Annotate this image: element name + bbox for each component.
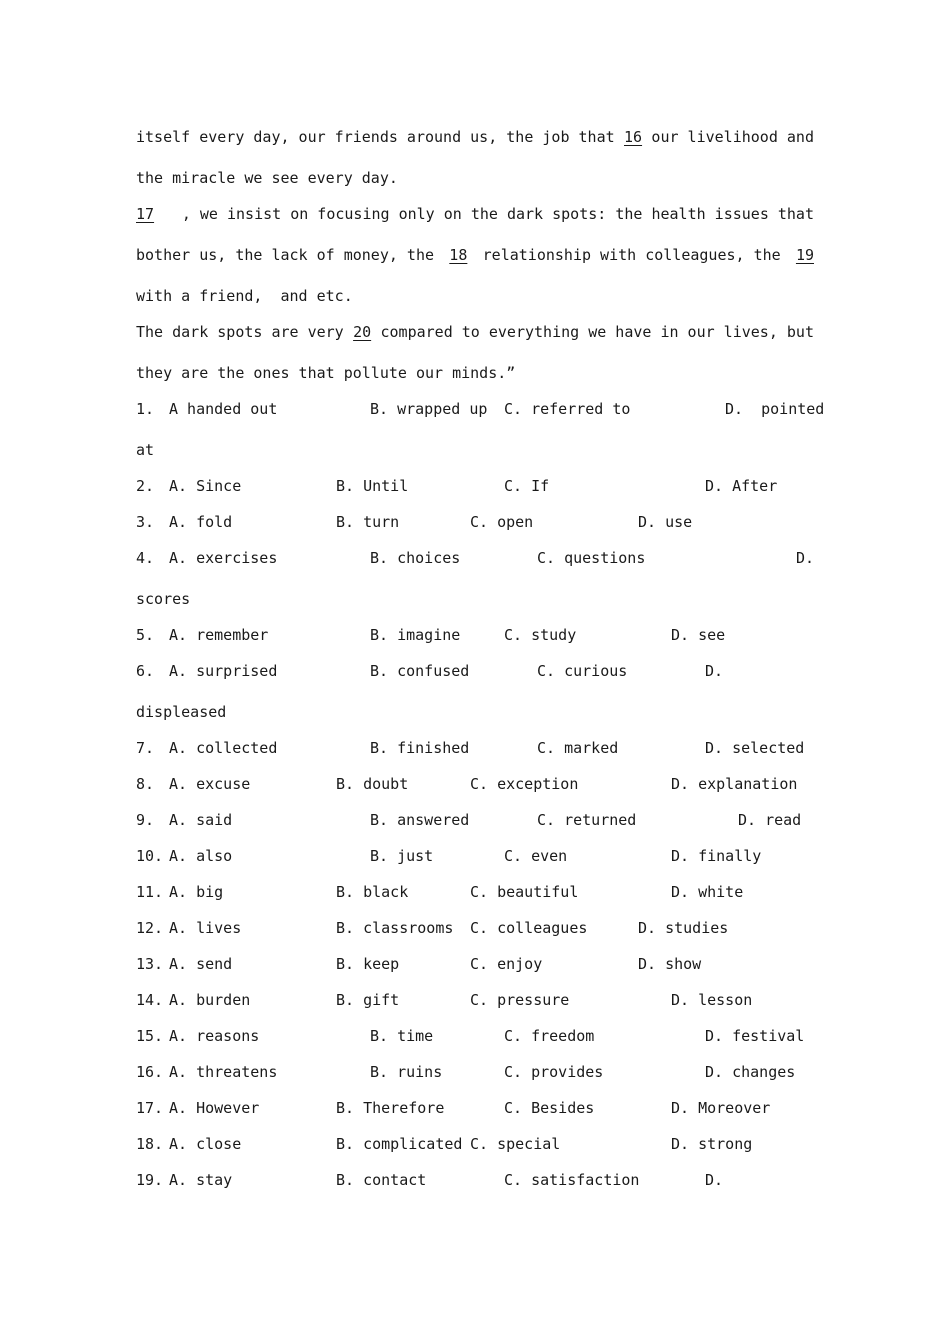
option-a: A. threatens xyxy=(169,1063,278,1081)
blank-20: 20 xyxy=(353,323,372,341)
option-a: A. Since xyxy=(169,477,242,495)
option-d: D. Moreover xyxy=(671,1099,771,1117)
option-b: B. turn xyxy=(336,513,400,531)
option-a: A. burden xyxy=(169,991,251,1009)
passage-text: The dark spots are very xyxy=(136,323,344,341)
passage-text: , we insist on focusing only on the dark spots: the health issues that xyxy=(181,205,814,223)
option-d: D. xyxy=(705,1171,724,1189)
option-a: A. close xyxy=(169,1135,242,1153)
option-c: C. exception xyxy=(470,775,579,793)
option-d: D. explanation xyxy=(671,775,798,793)
option-d: D. see xyxy=(671,626,726,644)
passage-line-4 xyxy=(136,245,814,265)
question-number: 7. xyxy=(136,739,155,757)
option-c: C. Besides xyxy=(504,1099,595,1117)
option-b: B. confused xyxy=(370,662,470,680)
option-a: A. big xyxy=(169,883,224,901)
option-b: B. gift xyxy=(336,991,400,1009)
option-a: A. surprised xyxy=(169,662,278,680)
option-d: D. pointed xyxy=(725,400,825,418)
option-d-wrap: scores xyxy=(136,590,191,608)
option-b: B. Until xyxy=(336,477,409,495)
option-c: C. satisfaction xyxy=(504,1171,640,1189)
passage-line-7: they are the ones that pollute our minds.” xyxy=(136,364,516,382)
blank-18: 18 xyxy=(449,246,468,264)
option-c: C. open xyxy=(470,513,534,531)
option-b: B. contact xyxy=(336,1171,427,1189)
question-number: 18. xyxy=(136,1135,164,1153)
option-a: A. collected xyxy=(169,739,278,757)
option-c: C. If xyxy=(504,477,550,495)
option-b: B. classrooms xyxy=(336,919,454,937)
question-number: 2. xyxy=(136,477,155,495)
blank-17: 17 xyxy=(136,205,155,223)
passage-line-5: with a friend, and etc. xyxy=(136,287,353,305)
option-d-wrap: at xyxy=(136,441,155,459)
question-number: 11. xyxy=(136,883,164,901)
option-d: D. studies xyxy=(638,919,729,937)
option-a: A. stay xyxy=(169,1171,233,1189)
option-c: C. provides xyxy=(504,1063,604,1081)
question-number: 10. xyxy=(136,847,164,865)
option-b: B. Therefore xyxy=(336,1099,445,1117)
option-a: A. lives xyxy=(169,919,242,937)
question-number: 12. xyxy=(136,919,164,937)
passage-text: bother us, the lack of money, the xyxy=(136,246,435,264)
option-b: B. ruins xyxy=(370,1063,443,1081)
option-c: C. study xyxy=(504,626,577,644)
option-b: B. just xyxy=(370,847,434,865)
option-b: B. finished xyxy=(370,739,470,757)
option-b: B. wrapped up xyxy=(370,400,488,418)
option-d: D. white xyxy=(671,883,744,901)
option-a: A. reasons xyxy=(169,1027,260,1045)
option-b: B. doubt xyxy=(336,775,409,793)
question-number: 3. xyxy=(136,513,155,531)
passage-text: relationship with colleagues, the xyxy=(482,246,781,264)
option-c: C. special xyxy=(470,1135,561,1153)
option-a: A. send xyxy=(169,955,233,973)
option-b: B. imagine xyxy=(370,626,461,644)
question-number: 17. xyxy=(136,1099,164,1117)
passage-line-2: the miracle we see every day. xyxy=(136,169,398,187)
question-number: 5. xyxy=(136,626,155,644)
question-number: 1. xyxy=(136,400,155,418)
option-c: C. colleagues xyxy=(470,919,588,937)
passage-line-3 xyxy=(136,204,814,224)
option-d: D. xyxy=(796,549,815,567)
option-d: D. xyxy=(705,662,724,680)
option-c: C. referred to xyxy=(504,400,631,418)
option-b: B. choices xyxy=(370,549,461,567)
option-b: B. keep xyxy=(336,955,400,973)
question-number: 16. xyxy=(136,1063,164,1081)
option-b: B. answered xyxy=(370,811,470,829)
question-number: 6. xyxy=(136,662,155,680)
option-a: A. excuse xyxy=(169,775,251,793)
option-d: D. selected xyxy=(705,739,805,757)
option-a: A. said xyxy=(169,811,233,829)
option-d: D. changes xyxy=(705,1063,796,1081)
question-number: 9. xyxy=(136,811,155,829)
option-b: B. complicated xyxy=(336,1135,463,1153)
option-d: D. show xyxy=(638,955,702,973)
option-c: C. returned xyxy=(537,811,637,829)
option-a: A. fold xyxy=(169,513,233,531)
option-c: C. enjoy xyxy=(470,955,543,973)
option-c: C. even xyxy=(504,847,568,865)
question-number: 4. xyxy=(136,549,155,567)
option-d: D. finally xyxy=(671,847,762,865)
passage-line-6 xyxy=(136,322,814,342)
question-number: 8. xyxy=(136,775,155,793)
option-c: C. beautiful xyxy=(470,883,579,901)
passage-text: itself every day, our friends around us, the job that xyxy=(136,128,615,146)
option-a: A. remember xyxy=(169,626,269,644)
option-a: A. However xyxy=(169,1099,260,1117)
option-d: D. lesson xyxy=(671,991,753,1009)
option-d: D. After xyxy=(705,477,778,495)
option-a: A. also xyxy=(169,847,233,865)
option-d-wrap: displeased xyxy=(136,703,227,721)
question-number: 13. xyxy=(136,955,164,973)
option-c: C. questions xyxy=(537,549,646,567)
passage-text: our livelihood and xyxy=(651,128,814,146)
question-number: 19. xyxy=(136,1171,164,1189)
option-a: A handed out xyxy=(169,400,278,418)
question-number: 15. xyxy=(136,1027,164,1045)
option-d: D. use xyxy=(638,513,693,531)
option-b: B. black xyxy=(336,883,409,901)
option-d: D. festival xyxy=(705,1027,805,1045)
question-number: 14. xyxy=(136,991,164,1009)
option-c: C. pressure xyxy=(470,991,570,1009)
option-d: D. strong xyxy=(671,1135,753,1153)
option-c: C. freedom xyxy=(504,1027,595,1045)
passage-text: compared to everything we have in our lives, but xyxy=(380,323,814,341)
option-a: A. exercises xyxy=(169,549,278,567)
blank-19: 19 xyxy=(795,246,814,264)
option-d: D. read xyxy=(738,811,802,829)
option-c: C. curious xyxy=(537,662,628,680)
option-b: B. time xyxy=(370,1027,434,1045)
passage-line-1 xyxy=(136,127,814,147)
blank-16: 16 xyxy=(624,128,643,146)
option-c: C. marked xyxy=(537,739,619,757)
